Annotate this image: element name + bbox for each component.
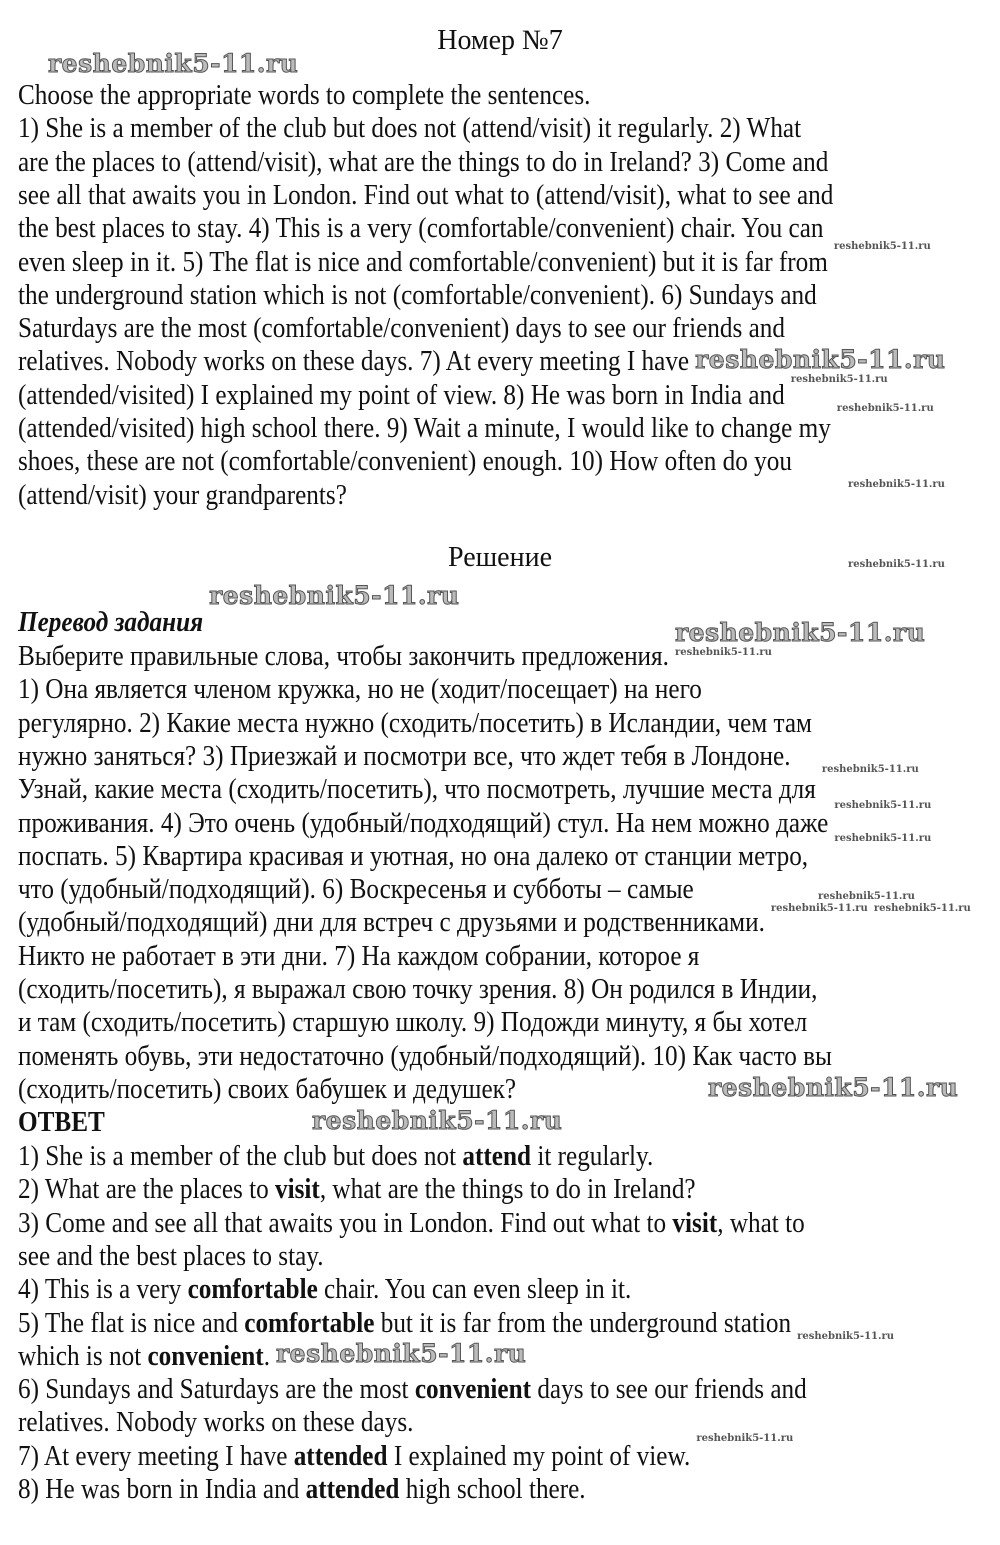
translation-line: нужно заняться? 3) Приезжай и посмотри все, что ждет тебя в Лондоне. bbox=[18, 740, 791, 772]
translation-heading: Перевод задания bbox=[18, 607, 204, 638]
watermark-small: reshebnik5-11.ru bbox=[836, 403, 934, 414]
solution-heading: Решение bbox=[447, 542, 553, 573]
answer-segment: 4) This is a very bbox=[18, 1274, 188, 1306]
task-line: are the places to (attend/visit), what are the things to do in Ireland? 3) Come and bbox=[18, 146, 829, 178]
answer-segment: , what are the things to do in Ireland? bbox=[319, 1174, 696, 1206]
answer-segment: it regularly. bbox=[531, 1141, 654, 1172]
answer-line bbox=[18, 1406, 413, 1439]
watermark-small: reshebnik5-11.ru bbox=[674, 647, 772, 658]
translation-line: и там (сходить/посетить) старшую школу. 9) Подожди минуту, я бы хотел bbox=[18, 1007, 808, 1039]
watermark-small: reshebnik5-11.ru bbox=[770, 903, 868, 914]
watermark-small: reshebnik5-11.ru bbox=[818, 891, 915, 902]
answer-segment: chair. You can even sleep in it. bbox=[317, 1274, 632, 1306]
translation-line: регулярно. 2) Какие места нужно (сходить/посетить) в Исландии, чем там bbox=[18, 707, 812, 739]
task-line: Saturdays are the most (comfortable/convenient) days to see our friends and bbox=[18, 313, 785, 345]
watermark-small: reshebnik5-11.ru bbox=[797, 1331, 895, 1342]
watermark-small: reshebnik5-11.ru bbox=[696, 1433, 794, 1444]
answer-line bbox=[18, 1207, 805, 1240]
answer-segment: which is not bbox=[18, 1340, 148, 1372]
watermark-small: reshebnik5-11.ru bbox=[873, 903, 971, 914]
translation-line: Выберите правильные слова, чтобы закончить предложения. bbox=[18, 641, 669, 672]
watermark: reshebnik5-11.ru bbox=[695, 345, 946, 374]
answer-word: comfortable bbox=[244, 1307, 375, 1339]
task-line: see all that awaits you in London. Find out what to (attend/visit), what to see and bbox=[18, 179, 834, 211]
answer-heading: ОТВЕТ bbox=[18, 1107, 105, 1138]
translation-line: что (удобный/подходящий). 6) Воскресенья и субботы – самые bbox=[18, 874, 694, 906]
answer-word: attend bbox=[462, 1141, 532, 1172]
answer-word: visit bbox=[672, 1207, 718, 1239]
watermark-small: reshebnik5-11.ru bbox=[821, 764, 919, 775]
answer-line bbox=[18, 1140, 653, 1173]
answer-line bbox=[18, 1173, 696, 1206]
task-line: the best places to stay. 4) This is a very (comfortable/convenient) chair. You can bbox=[18, 213, 824, 245]
answer-line bbox=[18, 1473, 586, 1506]
watermark-small: reshebnik5-11.ru bbox=[833, 241, 931, 252]
task-line: 1) She is a member of the club but does not (attend/visit) it regularly. 2) What bbox=[18, 113, 802, 145]
answer-line bbox=[18, 1273, 631, 1306]
answer-segment: , what to bbox=[717, 1207, 805, 1239]
answer-word: attended bbox=[305, 1474, 400, 1505]
translation-line: проживания. 4) Это очень (удобный/подходящий) стул. На нем можно даже bbox=[18, 807, 829, 839]
task-line: (attended/visited) high school there. 9) Wait a minute, I would like to change my bbox=[18, 413, 831, 444]
answer-segment: relatives. Nobody works on these days. bbox=[18, 1407, 414, 1439]
answer-line bbox=[18, 1240, 324, 1273]
translation-line: (сходить/посетить) своих бабушек и дедушек? bbox=[18, 1073, 517, 1105]
answer-segment: 8) He was born in India and bbox=[18, 1474, 306, 1505]
answer-segment: but it is far from the underground station bbox=[374, 1307, 792, 1339]
translation-line: поменять обувь, эти недостаточно (удобный/подходящий). 10) Как часто вы bbox=[18, 1040, 832, 1072]
task-line: (attend/visit) your grandparents? bbox=[18, 479, 347, 511]
watermark-small: reshebnik5-11.ru bbox=[834, 800, 932, 811]
task-line: even sleep in it. 5) The flat is nice and comfortable/convenient) but it is far from bbox=[18, 246, 828, 278]
watermark: reshebnik5-11.ru bbox=[312, 1106, 563, 1135]
answer-line bbox=[18, 1340, 270, 1373]
watermark-small: reshebnik5-11.ru bbox=[834, 833, 932, 844]
translation-line: поспать. 5) Квартира красивая и уютная, но она далеко от станции метро, bbox=[18, 840, 809, 872]
watermark-small: reshebnik5-11.ru bbox=[848, 479, 945, 490]
page-title: Номер №7 bbox=[437, 25, 563, 56]
watermark: reshebnik5-11.ru bbox=[276, 1339, 527, 1368]
answer-word: convenient bbox=[147, 1340, 264, 1372]
task-line: Choose the appropriate words to complete the sentences. bbox=[18, 80, 591, 111]
watermark: reshebnik5-11.ru bbox=[674, 618, 926, 647]
answer-segment: 7) At every meeting I have bbox=[18, 1440, 294, 1472]
translation-line: (удобный/подходящий) дни для встреч с друзьями и родственниками. bbox=[18, 907, 765, 939]
answer-line bbox=[18, 1307, 791, 1340]
watermark: reshebnik5-11.ru bbox=[708, 1073, 959, 1102]
answer-word: convenient bbox=[414, 1374, 532, 1406]
answer-segment: 3) Come and see all that awaits you in London. Find out what to bbox=[18, 1207, 673, 1239]
answer-word: attended bbox=[293, 1440, 388, 1472]
task-line: the underground station which is not (comfortable/convenient). 6) Sundays and bbox=[18, 279, 817, 311]
answer-segment: 2) What are the places to bbox=[18, 1174, 276, 1206]
answer-segment: . bbox=[263, 1340, 270, 1372]
task-line: relatives. Nobody works on these days. 7) At every meeting I have bbox=[18, 346, 690, 378]
answer-segment: I explained my point of view. bbox=[387, 1440, 691, 1472]
answer-segment: days to see our friends and bbox=[531, 1374, 807, 1406]
answer-segment: 5) The flat is nice and bbox=[18, 1307, 245, 1339]
watermark: reshebnik5-11.ru bbox=[48, 49, 299, 78]
watermark: reshebnik5-11.ru bbox=[209, 581, 460, 610]
answer-segment: high school there. bbox=[399, 1474, 586, 1505]
answer-segment: see and the best places to stay. bbox=[18, 1240, 324, 1272]
answer-word: comfortable bbox=[187, 1274, 318, 1306]
answer-segment: 1) She is a member of the club but does not bbox=[18, 1141, 463, 1172]
task-line: (attended/visited) I explained my point of view. 8) He was born in India and bbox=[18, 379, 785, 411]
translation-line: Узнай, какие места (сходить/посетить), что посмотреть, лучшие места для bbox=[18, 774, 816, 806]
translation-line: Никто не работает в эти дни. 7) На каждом собрании, которое я bbox=[18, 940, 700, 972]
watermark-small: reshebnik5-11.ru bbox=[848, 559, 945, 570]
answer-segment: 6) Sundays and Saturdays are the most bbox=[18, 1374, 415, 1406]
answer-word: visit bbox=[275, 1174, 320, 1206]
answer-line bbox=[18, 1440, 690, 1473]
watermark-small: reshebnik5-11.ru bbox=[790, 374, 888, 385]
answer-line bbox=[18, 1373, 807, 1406]
translation-line: 1) Она является членом кружка, но не (ходит/посещает) на него bbox=[18, 674, 702, 706]
task-line: shoes, these are not (comfortable/convenient) enough. 10) How often do you bbox=[18, 446, 792, 478]
translation-line: (сходить/посетить), я выражал свою точку зрения. 8) Он родился в Индии, bbox=[18, 974, 818, 1005]
